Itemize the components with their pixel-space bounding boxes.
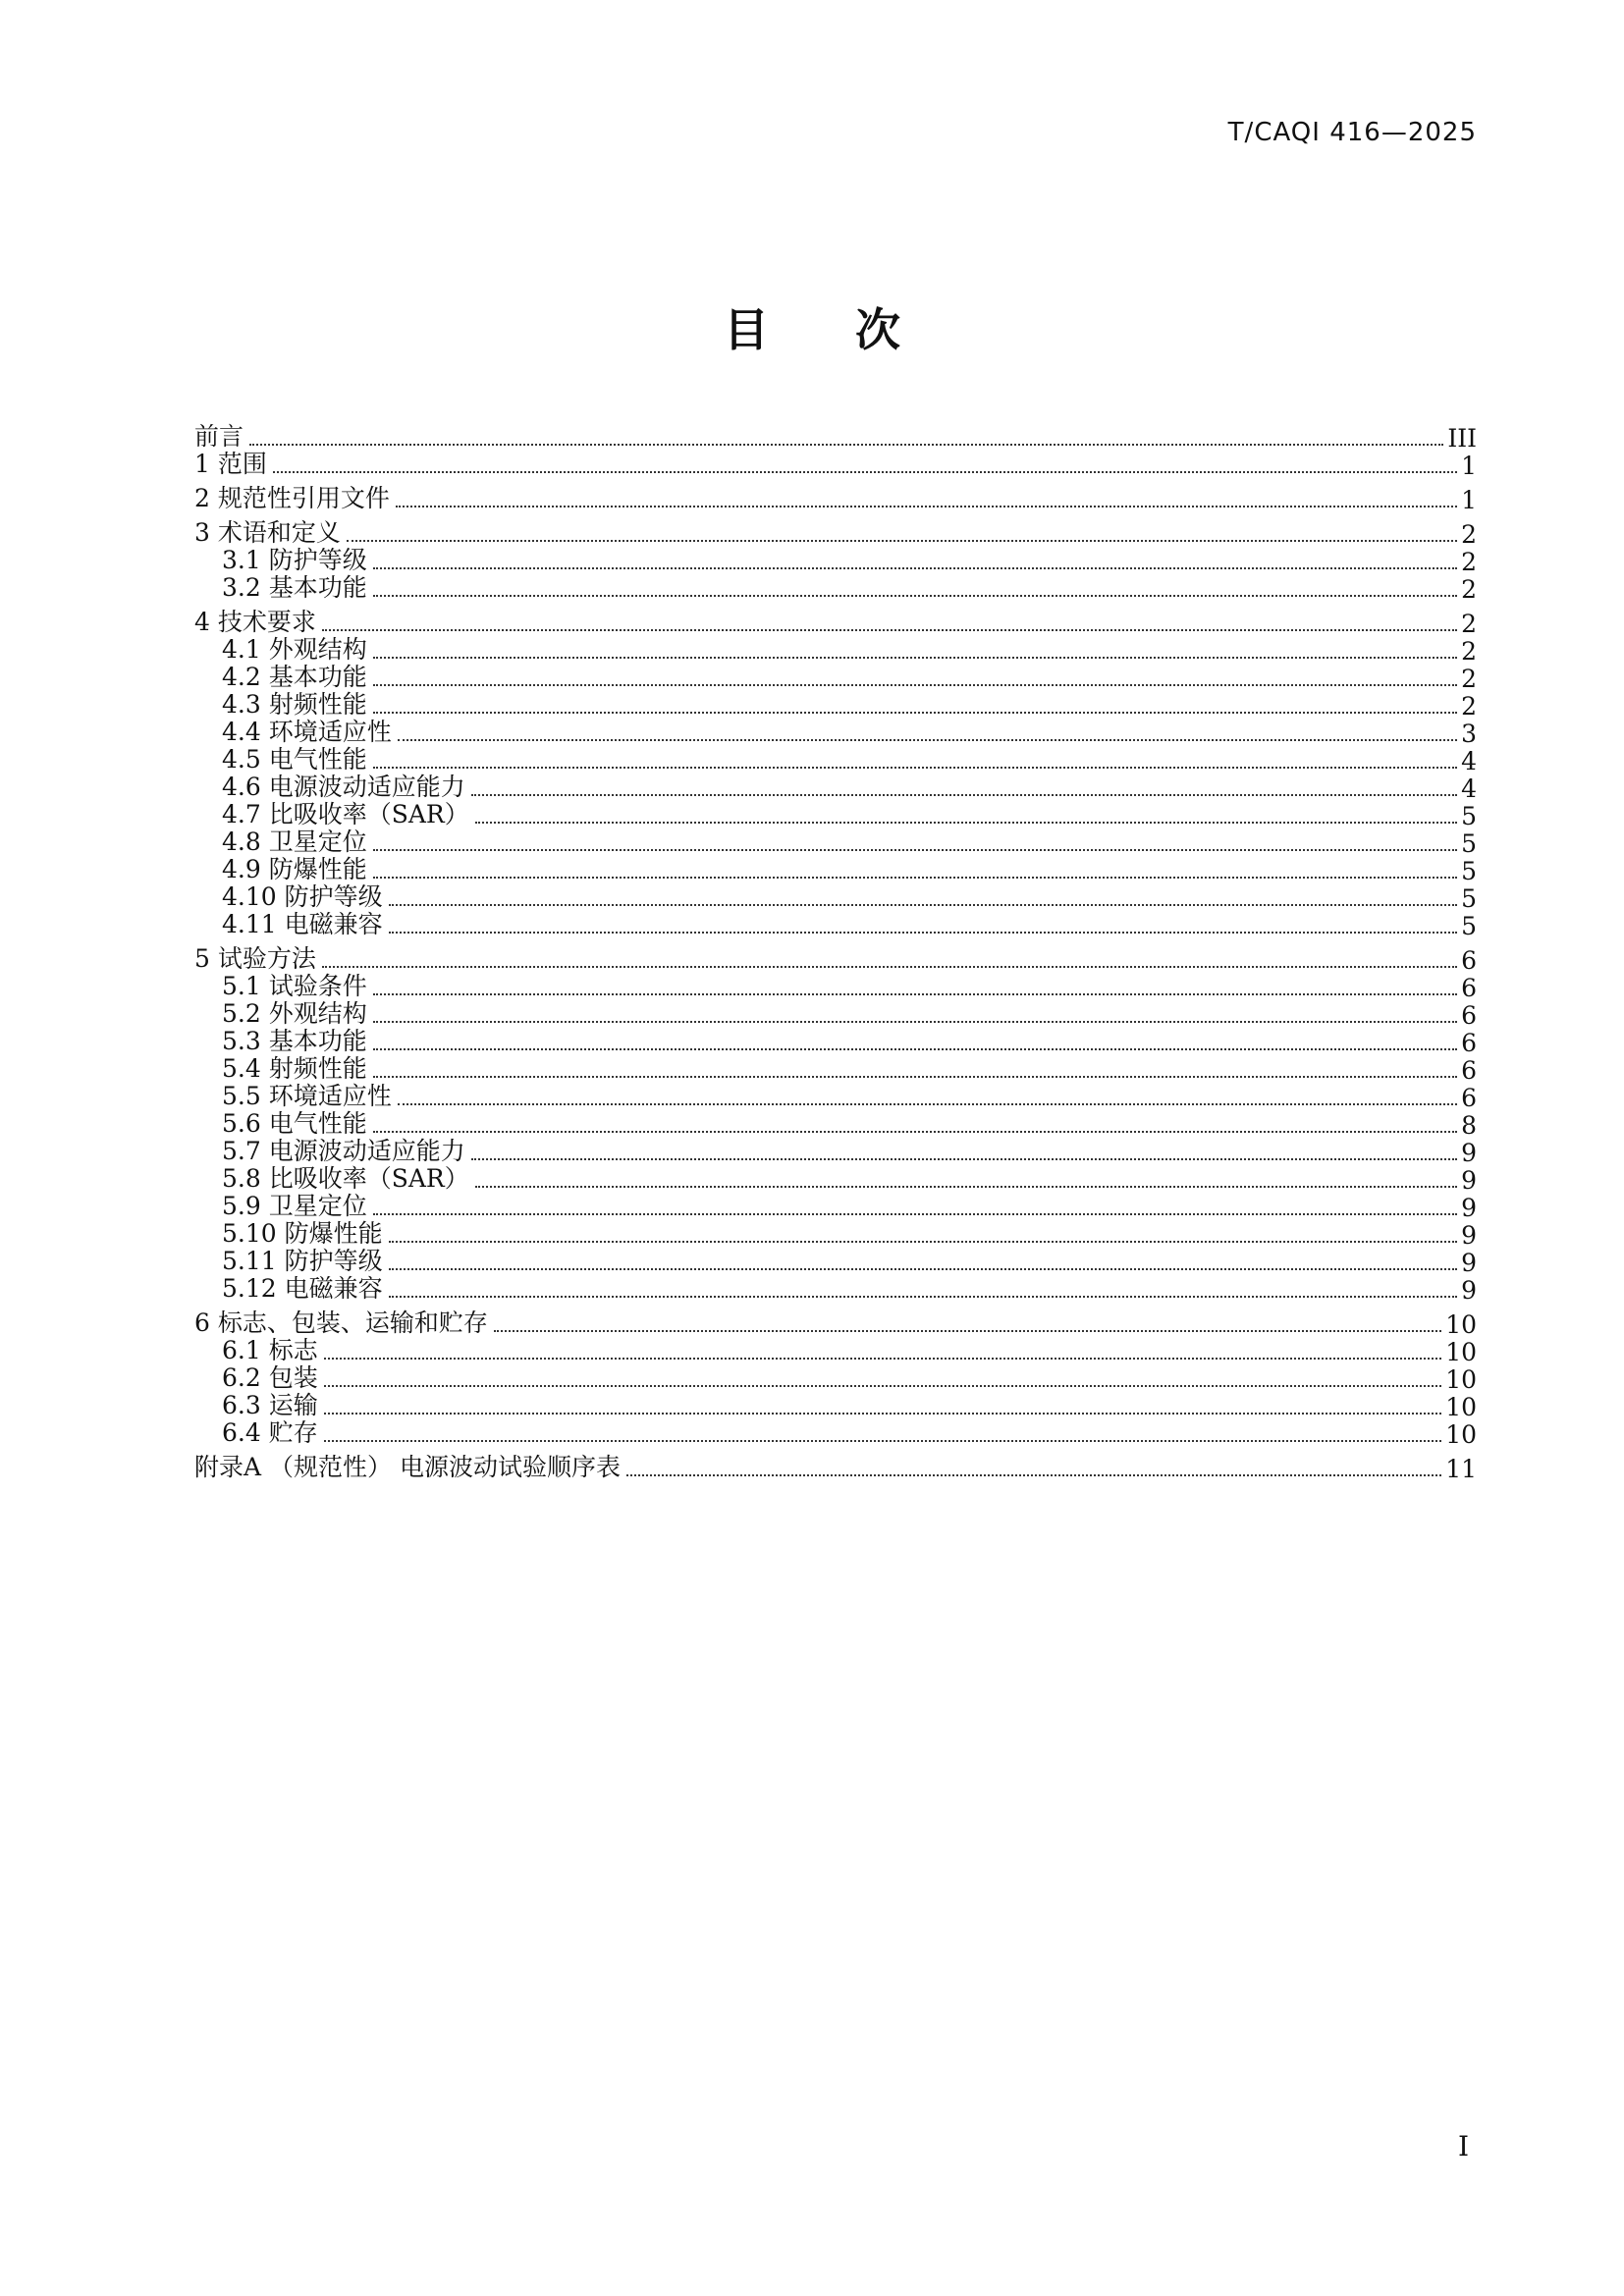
toc-entry-leader-dots [273, 471, 1457, 473]
toc-entry-page-number: 6 [1461, 974, 1477, 1002]
toc-entry-label: 6.3 运输 [222, 1391, 318, 1419]
toc-entry[interactable] [194, 568, 1477, 604]
toc-entry-label: 3 术语和定义 [194, 518, 341, 547]
toc-entry-page-number: 4 [1461, 747, 1477, 775]
toc-entry-label: 前言 [194, 422, 244, 451]
toc-entry-leader-dots [389, 932, 1457, 934]
toc-entry-page-number: 4 [1461, 774, 1477, 803]
toc-entry-label: 5.7 电源波动适应能力 [222, 1137, 465, 1165]
toc-entry-page-number: 9 [1461, 1276, 1477, 1305]
toc-entry-page-number: 8 [1461, 1111, 1477, 1140]
toc-entry-page-number: 2 [1461, 548, 1477, 576]
toc-entry-page-number: 5 [1461, 884, 1477, 913]
toc-entry-page-number: 6 [1461, 946, 1477, 975]
toc-title [0, 294, 1624, 359]
toc-entry-page-number: 9 [1461, 1139, 1477, 1167]
toc-entry-page-number: 1 [1461, 486, 1477, 514]
toc-entry-page-number: 9 [1461, 1166, 1477, 1195]
toc-entry-page-number: 2 [1461, 665, 1477, 693]
page-number: I [1457, 2130, 1469, 2163]
toc-entry-label: 6.4 贮存 [222, 1418, 318, 1447]
toc-entry-label: 4.7 比吸收率（SAR） [222, 800, 469, 828]
toc-entry-page-number: 2 [1461, 637, 1477, 666]
toc-entry-page-number: 6 [1461, 1056, 1477, 1085]
toc-entry-page-number: 5 [1461, 912, 1477, 940]
toc-entry-label: 5.10 防爆性能 [222, 1219, 383, 1248]
toc-entry-leader-dots [324, 1440, 1441, 1442]
toc-entry-page-number: 9 [1461, 1221, 1477, 1250]
toc-entry-label: 5.2 外观结构 [222, 999, 367, 1028]
toc-entry-page-number: 1 [1461, 452, 1477, 480]
toc-entry[interactable] [194, 445, 1477, 480]
toc-entry-page-number: III [1447, 424, 1477, 453]
toc-entry-page-number: 10 [1445, 1338, 1477, 1366]
toc-entry[interactable] [194, 1448, 1477, 1483]
toc-entry-page-number: 10 [1445, 1365, 1477, 1394]
toc-entry-label: 5.3 基本功能 [222, 1027, 367, 1055]
toc-entry-page-number: 2 [1461, 692, 1477, 721]
toc-entry-label: 5.6 电气性能 [222, 1109, 367, 1138]
toc-entry-page-number: 9 [1461, 1194, 1477, 1222]
toc-entry-label: 附录A （规范性） 电源波动试验顺序表 [194, 1453, 621, 1481]
toc-entry-page-number: 3 [1461, 720, 1477, 748]
toc-entry-label: 2 规范性引用文件 [194, 484, 390, 512]
toc-entry-label: 4.5 电气性能 [222, 745, 367, 774]
toc-entry-page-number: 5 [1461, 802, 1477, 830]
toc-entry-page-number: 9 [1461, 1249, 1477, 1277]
toc-entry-page-number: 5 [1461, 829, 1477, 858]
toc-entry-label: 4.9 防爆性能 [222, 855, 367, 883]
toc-title-part2: 次 [855, 303, 900, 356]
toc-entry-leader-dots [373, 595, 1457, 597]
document-code: T/CAQI 416—2025 [1227, 118, 1477, 147]
toc-entry-label: 4.6 电源波动适应能力 [222, 773, 465, 801]
toc-entry-label: 4.2 基本功能 [222, 663, 367, 691]
toc-entry-label: 6 标志、包装、运输和贮存 [194, 1308, 488, 1337]
toc-entry[interactable] [194, 479, 1477, 514]
toc-entry-leader-dots [396, 506, 1457, 507]
toc-entry-page-number: 5 [1461, 857, 1477, 885]
toc-entry-page-number: 2 [1461, 575, 1477, 604]
toc-entry-label: 3.1 防护等级 [222, 546, 367, 574]
toc-entry[interactable] [194, 1414, 1477, 1449]
toc-entry-label: 3.2 基本功能 [222, 573, 367, 602]
toc-entry-label: 4.8 卫星定位 [222, 828, 367, 856]
toc-entry-leader-dots [389, 1296, 1457, 1298]
toc-entry-label: 4.11 电磁兼容 [222, 910, 383, 938]
toc-entry-label: 5.9 卫星定位 [222, 1192, 367, 1220]
toc-entry-page-number: 2 [1461, 610, 1477, 638]
toc-entry-label: 5.12 电磁兼容 [222, 1274, 383, 1303]
toc-entry[interactable] [194, 1269, 1477, 1305]
toc-entry-label: 5 试验方法 [194, 944, 316, 973]
toc-entry-label: 5.1 试验条件 [222, 972, 367, 1000]
toc-entry-label: 5.4 射频性能 [222, 1054, 367, 1083]
toc-entry-page-number: 6 [1461, 1001, 1477, 1030]
toc-entry-label: 4.4 环境适应性 [222, 718, 392, 746]
toc-entry-page-number: 6 [1461, 1029, 1477, 1057]
toc-entry[interactable] [194, 905, 1477, 940]
toc-entry-label: 4.3 射频性能 [222, 690, 367, 719]
toc-entry-page-number: 11 [1445, 1455, 1477, 1483]
toc-entry-label: 1 范围 [194, 450, 267, 478]
toc-entry-page-number: 6 [1461, 1084, 1477, 1112]
toc-entry-page-number: 10 [1445, 1393, 1477, 1421]
toc-entry-label: 5.8 比吸收率（SAR） [222, 1164, 469, 1193]
toc-entry-page-number: 2 [1461, 520, 1477, 549]
toc-entry-label: 4.10 防护等级 [222, 882, 383, 911]
toc-entry-page-number: 10 [1445, 1310, 1477, 1339]
toc-entry-label: 6.2 包装 [222, 1363, 318, 1392]
toc-entry-label: 4 技术要求 [194, 608, 316, 636]
toc-title-part1: 目 [724, 303, 769, 356]
toc-entry-page-number: 10 [1445, 1420, 1477, 1449]
toc-entry-label: 5.11 防护等级 [222, 1247, 383, 1275]
toc-entry-label: 5.5 环境适应性 [222, 1082, 392, 1110]
toc-entry-leader-dots [626, 1474, 1441, 1476]
toc-entry-label: 4.1 外观结构 [222, 635, 367, 664]
toc-entry-label: 6.1 标志 [222, 1336, 318, 1364]
